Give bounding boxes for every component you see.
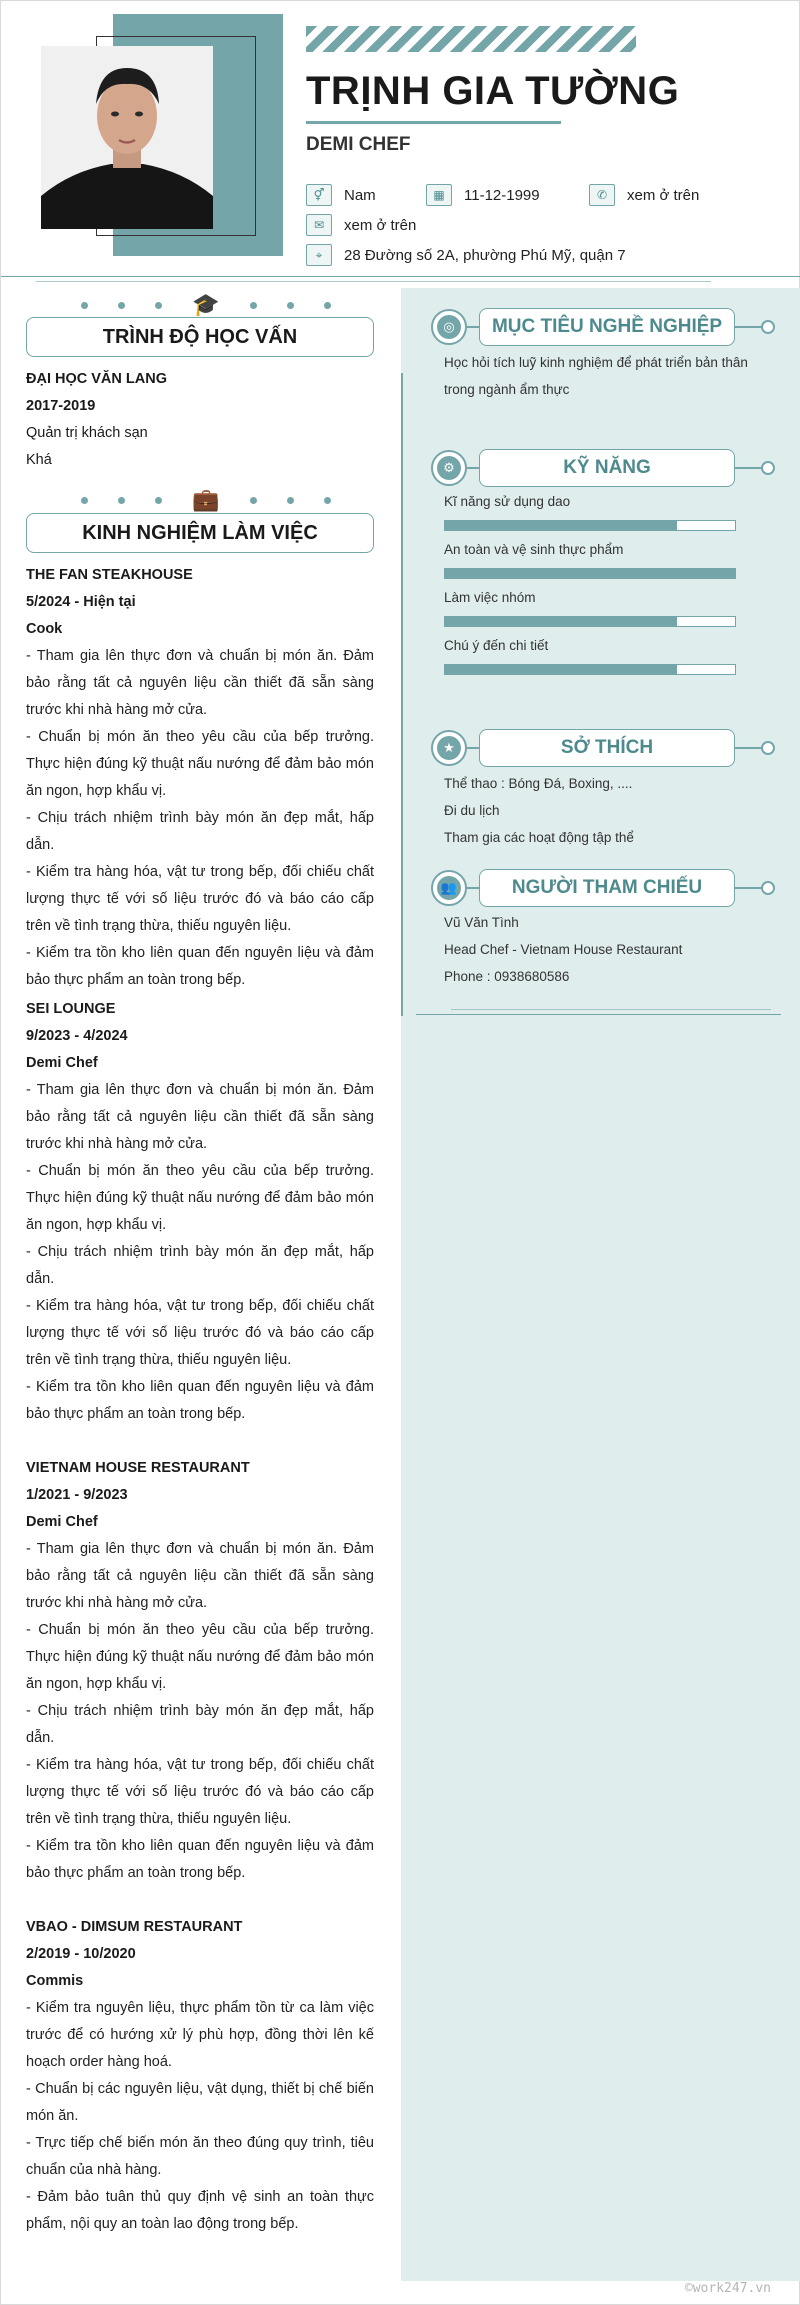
job-2-duty-3: - Chịu trách nhiệm trình bày món ăn đẹp mắt, hấp dẫn. — [26, 1244, 374, 1287]
job-3-duty-1: - Tham gia lên thực đơn và chuẩn bị món ăn. Đảm bảo rằng tất cả nguyên liệu cần thiết đã sẵn sàng trước khi nhà hàng mở cửa. — [26, 1541, 374, 1611]
name-underline — [306, 121, 561, 124]
skills-header — [431, 449, 776, 487]
education-title: TRÌNH ĐỘ HỌC VẤN — [26, 317, 374, 357]
profile-photo — [41, 46, 213, 229]
right-panel-divider — [416, 1014, 781, 1015]
job-2-duty-4: - Kiểm tra hàng hóa, vật tư trong bếp, đối chiếu chất lượng thực tế với số liệu trước đó và báo cáo cấp trên về tình trạng thừa, thiếu nguyên liệu. — [26, 1298, 374, 1368]
graduation-cap-icon: 🎓 — [192, 292, 220, 317]
job-2-period: 9/2023 - 4/2024 — [26, 1028, 128, 1044]
target-icon: ◎ — [437, 315, 461, 339]
info-gender — [306, 184, 376, 206]
references-header — [431, 869, 776, 907]
job-4-position: Commis — [26, 1973, 84, 1989]
right-panel-divider-secondary — [451, 1009, 771, 1010]
skill-4-bar — [444, 664, 736, 675]
job-2-duty-5: - Kiểm tra tồn kho liên quan đến nguyên liệu và đảm bảo thực phẩm an toàn trong bếp. — [26, 1379, 374, 1422]
watermark: ©work247.vn — [684, 2281, 771, 2296]
experience-dot-row — [81, 489, 331, 511]
job-2-position: Demi Chef — [26, 1055, 98, 1071]
header-stripes — [306, 26, 636, 52]
skill-4-fill — [445, 665, 677, 674]
info-dob — [426, 184, 540, 206]
star-icon: ★ — [437, 736, 461, 760]
phone-icon: ✆ — [589, 184, 615, 206]
skill-3-fill — [445, 617, 677, 626]
gear-icon: ⚙ — [437, 456, 461, 480]
job-1-position: Cook — [26, 621, 63, 637]
job-3-duty-2: - Chuẩn bị món ăn theo yêu cầu của bếp trưởng. Thực hiện đúng kỹ thuật nấu nướng để đảm bảo món ăn ngon, hợp khẩu vị. — [26, 1622, 374, 1692]
reference-name: Vũ Văn Tình — [444, 915, 519, 930]
education-dot-row — [81, 294, 331, 316]
education-school: ĐẠI HỌC VĂN LANG — [26, 371, 167, 387]
reference-phone: Phone : 0938680586 — [444, 969, 570, 984]
job-2-duty-1: - Tham gia lên thực đơn và chuẩn bị món ăn. Đảm bảo rằng tất cả nguyên liệu cần thiết đã sẵn sàng trước khi nhà hàng mở cửa. — [26, 1082, 374, 1152]
objective-title: MỤC TIÊU NGHỀ NGHIỆP — [479, 308, 735, 346]
briefcase-icon: 💼 — [192, 487, 220, 512]
job-2-duty-2: - Chuẩn bị món ăn theo yêu cầu của bếp trưởng. Thực hiện đúng kỹ thuật nấu nướng để đảm bảo món ăn ngon, hợp khẩu vị. — [26, 1163, 374, 1233]
hobby-3: Tham gia các hoạt động tập thể — [444, 830, 634, 845]
job-3-duty-5: - Kiểm tra tồn kho liên quan đến nguyên liệu và đảm bảo thực phẩm an toàn trong bếp. — [26, 1838, 374, 1881]
hobby-2: Đi du lịch — [444, 803, 500, 818]
education-period: 2017-2019 — [26, 398, 96, 414]
experience-title: KINH NGHIỆM LÀM VIỆC — [26, 513, 374, 553]
mail-icon: ✉ — [306, 214, 332, 236]
gender-icon: ⚥ — [306, 184, 332, 206]
job-1-duty-2: - Chuẩn bị món ăn theo yêu cầu của bếp trưởng. Thực hiện đúng kỹ thuật nấu nướng để đảm bảo món ăn ngon, hợp khẩu vị. — [26, 729, 374, 799]
job-4-duty-2: - Chuẩn bị các nguyên liệu, vật dụng, thiết bị chế biến món ăn. — [26, 2081, 374, 2124]
job-1-duty-5: - Kiểm tra tồn kho liên quan đến nguyên liệu và đảm bảo thực phẩm an toàn trong bếp. — [26, 945, 374, 988]
reference-role: Head Chef - Vietnam House Restaurant — [444, 942, 683, 957]
skill-3-name: Làm việc nhóm — [444, 590, 536, 605]
job-1-duty-1: - Tham gia lên thực đơn và chuẩn bị món ăn. Đảm bảo rằng tất cả nguyên liệu cần thiết đã sẵn sàng trước khi nhà hàng mở cửa. — [26, 648, 374, 718]
objective-header — [431, 308, 776, 346]
skill-1-fill — [445, 521, 677, 530]
job-3-duty-4: - Kiểm tra hàng hóa, vật tư trong bếp, đối chiếu chất lượng thực tế với số liệu trước đó và báo cáo cấp trên về tình trạng thừa, thiếu nguyên liệu. — [26, 1757, 374, 1827]
job-4-duty-4: - Đảm bảo tuân thủ quy định vệ sinh an toàn thực phẩm, nội quy an toàn lao động trong bếp. — [26, 2189, 374, 2232]
email-value: xem ở trên — [344, 216, 417, 234]
job-4-period: 2/2019 - 10/2020 — [26, 1946, 136, 1962]
job-4-duty-3: - Trực tiếp chế biến món ăn theo đúng quy trình, tiêu chuẩn của nhà hàng. — [26, 2135, 374, 2178]
skill-1-name: Kĩ năng sử dụng dao — [444, 494, 571, 509]
job-3-duty-3: - Chịu trách nhiệm trình bày món ăn đẹp mắt, hấp dẫn. — [26, 1703, 374, 1746]
gender-value: Nam — [344, 186, 376, 204]
job-2-company: SEI LOUNGE — [26, 1001, 116, 1017]
objective-text: Học hỏi tích luỹ kinh nghiệm để phát triển bản thân trong ngành ẩm thực — [444, 355, 748, 397]
education-grade: Khá — [26, 452, 52, 468]
header-divider — [1, 276, 800, 277]
skill-2-name: An toàn và vệ sinh thực phẩm — [444, 542, 624, 557]
job-4-duty-1: - Kiểm tra nguyên liệu, thực phẩm tồn từ ca làm việc trước để có hướng xử lý phù hợp, đồng thời lên kế hoạch order hàng hoá. — [26, 2000, 374, 2070]
address-value: 28 Đường số 2A, phường Phú Mỹ, quận 7 — [344, 246, 626, 264]
job-title: DEMI CHEF — [306, 134, 411, 155]
right-panel-vertical-line — [401, 373, 403, 1016]
hobbies-header — [431, 729, 776, 767]
hobby-1: Thể thao : Bóng Đá, Boxing, .... — [444, 776, 633, 791]
job-1-company: THE FAN STEAKHOUSE — [26, 567, 193, 583]
dob-value: 11-12-1999 — [464, 186, 540, 204]
info-email — [306, 214, 416, 236]
job-4-company: VBAO - DIMSUM RESTAURANT — [26, 1919, 243, 1935]
job-1-duty-4: - Kiểm tra hàng hóa, vật tư trong bếp, đối chiếu chất lượng thực tế với số liệu trước đó và báo cáo cấp trên về tình trạng thừa, thiếu nguyên liệu. — [26, 864, 374, 934]
job-3-company: VIETNAM HOUSE RESTAURANT — [26, 1460, 250, 1476]
location-icon: ⌖ — [306, 244, 332, 266]
skill-4-name: Chú ý đến chi tiết — [444, 638, 549, 653]
candidate-name: TRỊNH GIA TƯỜNG — [306, 69, 680, 113]
info-address — [306, 244, 626, 266]
skills-title: KỸ NĂNG — [479, 449, 735, 487]
job-1-period: 5/2024 - Hiện tại — [26, 594, 136, 610]
phone-value: xem ở trên — [627, 186, 700, 204]
skill-2-fill — [445, 569, 735, 578]
skill-3-bar — [444, 616, 736, 627]
people-icon: 👥 — [437, 876, 461, 900]
hobbies-title: SỞ THÍCH — [479, 729, 735, 767]
calendar-icon: ▦ — [426, 184, 452, 206]
job-1-duty-3: - Chịu trách nhiệm trình bày món ăn đẹp mắt, hấp dẫn. — [26, 810, 374, 853]
references-title: NGƯỜI THAM CHIẾU — [479, 869, 735, 907]
header-divider-secondary — [36, 281, 711, 282]
skill-1-bar — [444, 520, 736, 531]
job-3-period: 1/2021 - 9/2023 — [26, 1487, 128, 1503]
info-phone — [589, 184, 699, 206]
skill-2-bar — [444, 568, 736, 579]
education-major: Quản trị khách sạn — [26, 425, 148, 441]
job-3-position: Demi Chef — [26, 1514, 98, 1530]
